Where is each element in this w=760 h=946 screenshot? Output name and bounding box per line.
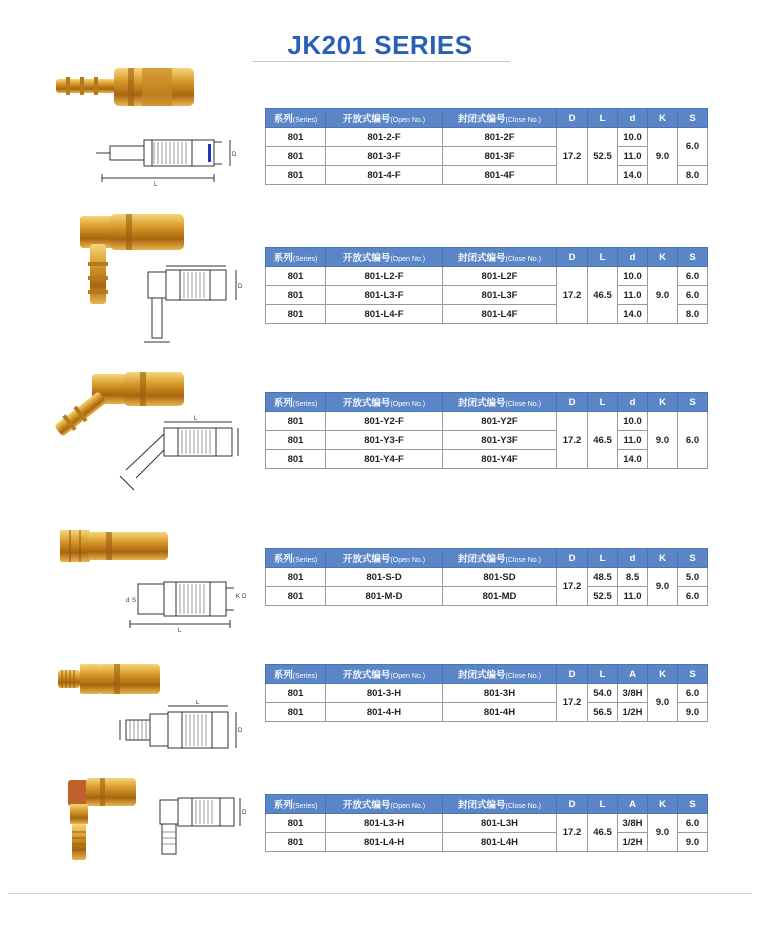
cell-d: 14.0: [618, 450, 648, 469]
cell-S: 6.0: [678, 412, 708, 469]
cell-close: 801-Y4F: [443, 450, 557, 469]
header-S: S: [678, 549, 708, 568]
cell-open: 801-4-F: [326, 166, 443, 185]
header-A: A: [618, 795, 648, 814]
cell-series: 801: [266, 267, 326, 286]
title-divider: [252, 61, 510, 62]
header-open: 开放式编号(Open No.): [326, 795, 443, 814]
spec-table-6: [265, 794, 708, 852]
cell-series: 801: [266, 703, 326, 722]
header-L: L: [588, 248, 618, 267]
cell-L: 46.5: [588, 412, 618, 469]
cell-S: 6.0: [678, 684, 708, 703]
dim-label-S: S: [132, 598, 137, 604]
elbow-threaded-coupler-drawing: [150, 792, 250, 862]
spec-table-3: [265, 392, 708, 469]
cell-S: 8.0: [678, 166, 708, 185]
threaded-coupler-drawing: [112, 700, 248, 762]
cell-open: 801-Y4-F: [326, 450, 443, 469]
header-d: d: [618, 109, 648, 128]
cell-D: 17.2: [557, 267, 588, 324]
cell-open: 801-Y3-F: [326, 431, 443, 450]
cell-d: 14.0: [618, 166, 648, 185]
cell-open: 801-3-F: [326, 147, 443, 166]
table-row: [266, 450, 708, 469]
spec-table-2: [265, 247, 708, 324]
cell-S: 9.0: [678, 703, 708, 722]
dim-label-d: d: [126, 598, 130, 604]
cell-D: 17.2: [557, 684, 588, 722]
header-series: 系列(Series): [266, 109, 326, 128]
cell-L: 54.0: [588, 684, 618, 703]
cell-series: 801: [266, 147, 326, 166]
cell-series: 801: [266, 833, 326, 852]
elbow-threaded-coupler-photo: [62, 772, 140, 866]
header-open: 开放式编号(Open No.): [326, 109, 443, 128]
cell-close: 801-Y3F: [443, 431, 557, 450]
header-series: 系列(Series): [266, 393, 326, 412]
cell-K: 9.0: [648, 568, 678, 606]
cell-D: 17.2: [557, 814, 588, 852]
header-S: S: [678, 393, 708, 412]
cell-close: 801-3F: [443, 147, 557, 166]
cell-S: 6.0: [678, 587, 708, 606]
cell-L: 46.5: [588, 814, 618, 852]
header-open: 开放式编号(Open No.): [326, 665, 443, 684]
header-K: K: [648, 795, 678, 814]
header-D: D: [557, 549, 588, 568]
table-row: [266, 587, 708, 606]
header-K: K: [648, 665, 678, 684]
header-D: D: [557, 393, 588, 412]
cell-d: 11.0: [618, 587, 648, 606]
header-close: 封闭式编号(Close No.): [443, 665, 557, 684]
cell-L: 46.5: [588, 267, 618, 324]
header-A: A: [618, 665, 648, 684]
dim-label-D: D: [232, 152, 237, 158]
cell-series: 801: [266, 684, 326, 703]
cell-close: 801-L3F: [443, 286, 557, 305]
threaded-coupler-photo: [54, 658, 164, 700]
cell-open: 801-S-D: [326, 568, 443, 587]
cell-S: 6.0: [678, 286, 708, 305]
cell-series: 801: [266, 166, 326, 185]
header-L: L: [588, 795, 618, 814]
header-L: L: [588, 665, 618, 684]
cell-open: 801-L2-F: [326, 267, 443, 286]
dim-label-D: D: [238, 728, 243, 734]
cell-series: 801: [266, 814, 326, 833]
page-title: JK201 SERIES: [287, 30, 473, 60]
nut-coupler-drawing: [120, 574, 252, 634]
cell-A: 3/8H: [618, 814, 648, 833]
cell-d: 11.0: [618, 286, 648, 305]
dim-label-D: D: [242, 594, 247, 600]
cell-close: 801-3H: [443, 684, 557, 703]
cell-L: 52.5: [588, 128, 618, 185]
cell-close: 801-L4F: [443, 305, 557, 324]
cell-d: 10.0: [618, 267, 648, 286]
cell-close: 801-L4H: [443, 833, 557, 852]
cell-K: 9.0: [648, 684, 678, 722]
cell-L: 48.5: [588, 568, 618, 587]
header-D: D: [557, 109, 588, 128]
straight-coupler-photo: [50, 62, 202, 112]
nut-coupler-photo: [56, 526, 172, 566]
cell-K: 9.0: [648, 814, 678, 852]
cell-open: 801-L4-F: [326, 305, 443, 324]
table-row: [266, 431, 708, 450]
cell-series: 801: [266, 286, 326, 305]
cell-series: 801: [266, 587, 326, 606]
cell-S: 6.0: [678, 267, 708, 286]
header-close: 封闭式编号(Close No.): [443, 248, 557, 267]
header-open: 开放式编号(Open No.): [326, 248, 443, 267]
cell-open: 801-L4-H: [326, 833, 443, 852]
cell-close: 801-L2F: [443, 267, 557, 286]
table-row: [266, 412, 708, 431]
cell-d: 8.5: [618, 568, 648, 587]
cell-L: 52.5: [588, 587, 618, 606]
header-d: d: [618, 248, 648, 267]
spec-table-4: [265, 548, 708, 606]
cell-K: 9.0: [648, 267, 678, 324]
header-K: K: [648, 109, 678, 128]
header-K: K: [648, 549, 678, 568]
header-D: D: [557, 248, 588, 267]
dim-label-D: D: [238, 284, 243, 290]
cell-d: 14.0: [618, 305, 648, 324]
header-close: 封闭式编号(Close No.): [443, 393, 557, 412]
cell-K: 9.0: [648, 128, 678, 185]
header-d: d: [618, 393, 648, 412]
cell-open: 801-Y2-F: [326, 412, 443, 431]
dim-label-L: L: [178, 628, 182, 634]
cell-close: 801-2F: [443, 128, 557, 147]
cell-close: 801-L3H: [443, 814, 557, 833]
header-series: 系列(Series): [266, 795, 326, 814]
header-L: L: [588, 549, 618, 568]
table-row: [266, 568, 708, 587]
cell-series: 801: [266, 412, 326, 431]
table-row: [266, 833, 708, 852]
elbow-coupler-drawing: [140, 262, 252, 352]
cell-close: 801-4H: [443, 703, 557, 722]
cell-D: 17.2: [557, 568, 588, 606]
bottom-divider: [8, 893, 752, 894]
cell-open: 801-L3-F: [326, 286, 443, 305]
header-close: 封闭式编号(Close No.): [443, 109, 557, 128]
cell-series: 801: [266, 128, 326, 147]
spec-table-1: [265, 108, 708, 185]
table-row: [266, 147, 708, 166]
cell-A: 3/8H: [618, 684, 648, 703]
dim-label-L: L: [194, 416, 198, 422]
cell-A: 1/2H: [618, 703, 648, 722]
header-D: D: [557, 795, 588, 814]
table-row: [266, 305, 708, 324]
dim-label-L: L: [154, 182, 158, 188]
header-D: D: [557, 665, 588, 684]
cell-open: 801-M-D: [326, 587, 443, 606]
cell-open: 801-3-H: [326, 684, 443, 703]
header-S: S: [678, 248, 708, 267]
table-row: [266, 814, 708, 833]
header-K: K: [648, 248, 678, 267]
header-S: S: [678, 109, 708, 128]
table-row: [266, 703, 708, 722]
header-L: L: [588, 393, 618, 412]
cell-L: 56.5: [588, 703, 618, 722]
cell-S: 9.0: [678, 833, 708, 852]
table-row: [266, 128, 708, 147]
cell-d: 10.0: [618, 128, 648, 147]
cell-S: 5.0: [678, 568, 708, 587]
header-S: S: [678, 665, 708, 684]
spec-table-5: [265, 664, 708, 722]
straight-coupler-drawing: [92, 128, 242, 188]
header-series: 系列(Series): [266, 665, 326, 684]
dim-label-L: L: [196, 700, 200, 706]
table-row: [266, 166, 708, 185]
cell-close: 801-4F: [443, 166, 557, 185]
cell-close: 801-MD: [443, 587, 557, 606]
cell-S: 8.0: [678, 305, 708, 324]
cell-open: 801-2-F: [326, 128, 443, 147]
cell-open: 801-L3-H: [326, 814, 443, 833]
cell-K: 9.0: [648, 412, 678, 469]
cell-S: 6.0: [678, 814, 708, 833]
cell-d: 11.0: [618, 147, 648, 166]
header-L: L: [588, 109, 618, 128]
header-series: 系列(Series): [266, 549, 326, 568]
cell-series: 801: [266, 450, 326, 469]
cell-close: 801-SD: [443, 568, 557, 587]
cell-D: 17.2: [557, 412, 588, 469]
table-row: [266, 286, 708, 305]
angled-coupler-drawing: [114, 414, 246, 498]
header-close: 封闭式编号(Close No.): [443, 795, 557, 814]
dim-label-D: D: [242, 810, 247, 816]
cell-open: 801-4-H: [326, 703, 443, 722]
cell-d: 11.0: [618, 431, 648, 450]
header-K: K: [648, 393, 678, 412]
dim-label-K: K: [236, 594, 241, 600]
header-d: d: [618, 549, 648, 568]
cell-close: 801-Y2F: [443, 412, 557, 431]
header-close: 封闭式编号(Close No.): [443, 549, 557, 568]
header-series: 系列(Series): [266, 248, 326, 267]
table-row: [266, 684, 708, 703]
header-open: 开放式编号(Open No.): [326, 549, 443, 568]
header-S: S: [678, 795, 708, 814]
cell-series: 801: [266, 305, 326, 324]
cell-A: 1/2H: [618, 833, 648, 852]
cell-D: 17.2: [557, 128, 588, 185]
header-open: 开放式编号(Open No.): [326, 393, 443, 412]
cell-series: 801: [266, 431, 326, 450]
table-row: [266, 267, 708, 286]
cell-series: 801: [266, 568, 326, 587]
cell-d: 10.0: [618, 412, 648, 431]
cell-S: 6.0: [678, 128, 708, 166]
